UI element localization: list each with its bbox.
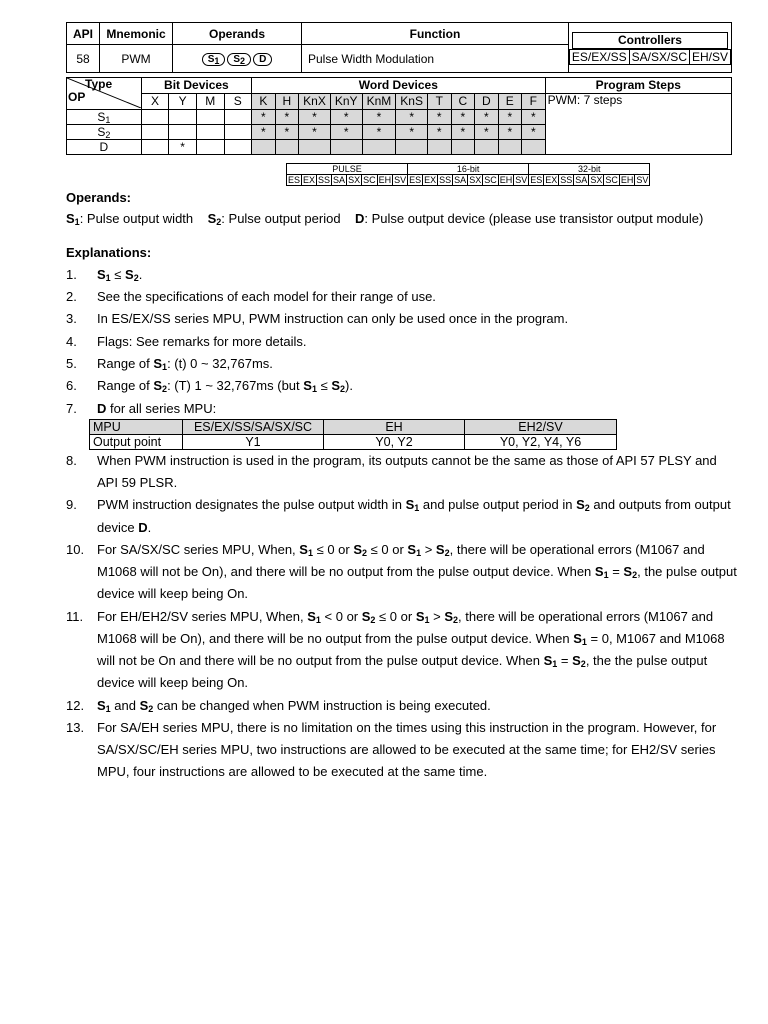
mpu-output-eh: Y0, Y2 (324, 435, 465, 450)
item-3: In ES/EX/SS series MPU, PWM instruction can only be used once in the program. (97, 311, 569, 326)
col-e: E (498, 94, 522, 110)
word-cell (396, 140, 428, 155)
operands-heading: Operands: (66, 190, 132, 205)
pulse-bit-table (286, 163, 650, 186)
item-number-9: 9. (66, 497, 77, 512)
word-cell (498, 140, 522, 155)
pulse-model-cell: SC (484, 175, 497, 185)
item-number-1: 1. (66, 267, 77, 282)
col-m: M (196, 94, 224, 110)
mpu-header-eh: EH (324, 420, 465, 435)
item-8-line-2: API 59 PLSR. (97, 475, 178, 490)
col-x: X (141, 94, 169, 110)
type-label: Type (85, 77, 113, 91)
bit-cell: * (169, 140, 197, 155)
word-cell: * (362, 125, 396, 140)
word-cell: * (522, 110, 546, 125)
pulse-model-cell: SV (515, 175, 528, 185)
item-13-line-2: SA/SX/SC/EH series MPU, two instructions are allowed to be executed at the same time; for EH2/SV series (97, 742, 716, 757)
item-7: D for all series MPU: (97, 401, 217, 416)
pulse-model-cell: SV (394, 175, 407, 185)
item-11-line-1: For EH/EH2/SV series MPU, When, $S_1 < 0$ or $S_2 \le 0$ or $S_1 > S_2$, there will be operational errors (M1067 and (97, 609, 714, 625)
explanations-heading: Explanations: (66, 245, 152, 260)
controllers-list (569, 49, 731, 65)
bit-cell (224, 110, 252, 125)
item-12: $S_1$ and $S_2$ can be changed when PWM instruction is being executed. (97, 698, 491, 714)
controllers-label: Controllers (572, 32, 728, 49)
pulse-model-cell: SS (439, 175, 452, 185)
pulse-model-cell: SV (636, 175, 649, 185)
word-cell (451, 140, 475, 155)
item-number-4: 4. (66, 334, 77, 349)
pulse-model-cell: SS (560, 175, 573, 185)
word-cell (522, 140, 546, 155)
item-1: $S_1 \le S_2$. (97, 267, 143, 283)
operands-description: $S_1$: Pulse output width $S_2$: Pulse output period D: Pulse output device (please use transistor output module) (66, 211, 704, 227)
mpu-header-mpu: MPU (90, 420, 183, 435)
operand-label: $S_2$ (67, 125, 142, 140)
item-8-line-1: When PWM instruction is used in the program, its outputs cannot be the same as those of API 57 PLSY and (97, 453, 717, 468)
item-2: See the specifications of each model for their range of use. (97, 289, 436, 304)
pulse-model-cell: SX (469, 175, 482, 185)
word-cell (275, 140, 299, 155)
item-4: Flags: See remarks for more details. (97, 334, 307, 349)
operand-s2-pill: $S_2$ (227, 53, 251, 66)
word-cell: * (522, 125, 546, 140)
item-number-2: 2. (66, 289, 77, 304)
pulse-model-cell: SA (454, 175, 467, 185)
pulse-model-cell: SA (333, 175, 346, 185)
pulse-model-cell: EH (499, 175, 513, 185)
word-cell (428, 140, 452, 155)
api-label: API (67, 23, 100, 45)
pulse-model-cell: ES (409, 175, 422, 185)
word-cell (330, 140, 362, 155)
col-k: K (252, 94, 276, 110)
operands-value (173, 45, 302, 73)
pulse-model-cell: EX (303, 175, 316, 185)
item-9-line-1: PWM instruction designates the pulse output width in $S_1$ and pulse output period in $S_2$ and outputs from output (97, 497, 731, 513)
mpu-header-eh2: EH2/SV (465, 420, 617, 435)
word-cell: * (498, 125, 522, 140)
mpu-output-eh2: Y0, Y2, Y4, Y6 (465, 435, 617, 450)
pulse-model-cell: EH (620, 175, 634, 185)
word-devices-label: Word Devices (252, 78, 545, 94)
bit-cell (224, 140, 252, 155)
op-label: OP (68, 90, 86, 104)
controller-es: ES/EX/SS (569, 50, 629, 65)
pulse-model-cell: SA (575, 175, 588, 185)
operands-label: Operands (173, 23, 302, 45)
item-number-7: 7. (66, 401, 77, 416)
api-number: 58 (67, 45, 100, 73)
mpu-row-label: Output point (90, 435, 183, 450)
bit-cell (196, 140, 224, 155)
word-cell: * (498, 110, 522, 125)
item-6: Range of $S_2$: (T) 1 ~ 32,767ms (but $S_1 \le S_2$). (97, 378, 353, 394)
col-s: S (224, 94, 252, 110)
word-cell: * (275, 125, 299, 140)
word-cell: * (396, 125, 428, 140)
bit-cell (224, 125, 252, 140)
word-cell: * (299, 110, 331, 125)
item-11-line-2: M1068 will be On), and there will be no output from the pulse output device. When $S_1 = 0$, M1067 and M1068 (97, 631, 725, 647)
col-d: D (475, 94, 499, 110)
item-number-3: 3. (66, 311, 77, 326)
col-knm: KnM (362, 94, 396, 110)
item-13-line-3: MPU, four instructions are allowed to be executed at the same time. (97, 764, 488, 779)
item-11-line-3: will not be On and there will be no output from the pulse output device. When $S_1 = S_2$, the the pulse output (97, 653, 708, 669)
word-cell: * (428, 110, 452, 125)
mnemonic-label: Mnemonic (100, 23, 173, 45)
bit-cell (169, 125, 197, 140)
pulse-model-cell: SS (318, 175, 331, 185)
item-11-line-4: device will keep being On. (97, 675, 249, 690)
col-y: Y (169, 94, 197, 110)
word-cell: * (428, 125, 452, 140)
col-kns: KnS (396, 94, 428, 110)
controller-eh: EH/SV (689, 50, 730, 65)
col-h: H (275, 94, 299, 110)
instruction-header-table (66, 22, 732, 73)
controller-sa: SA/SX/SC (629, 50, 689, 65)
mpu-output-es: Y1 (183, 435, 324, 450)
program-steps-value: PWM: 7 steps (545, 94, 731, 155)
word-cell: * (330, 110, 362, 125)
bit-cell (196, 110, 224, 125)
col-knx: KnX (299, 94, 331, 110)
word-cell: * (396, 110, 428, 125)
bit-devices-label: Bit Devices (141, 78, 251, 94)
pulse-model-cell: EH (378, 175, 392, 185)
bit-cell (141, 110, 169, 125)
operand-label: $S_1$ (67, 110, 142, 125)
type-op-cell (67, 78, 142, 110)
word-cell: * (275, 110, 299, 125)
controllers-cell (568, 23, 731, 73)
item-number-12: 12. (66, 698, 85, 713)
word-cell: * (451, 110, 475, 125)
col-c: C (451, 94, 475, 110)
item-number-5: 5. (66, 356, 77, 371)
bit-cell (169, 110, 197, 125)
pulse-model-cell: SC (605, 175, 618, 185)
pulse-group-label: 16-bit (408, 164, 529, 175)
col-f: F (522, 94, 546, 110)
word-cell: * (475, 110, 499, 125)
word-cell (252, 140, 276, 155)
pulse-model-cell: ES (530, 175, 543, 185)
function-value: Pulse Width Modulation (302, 45, 569, 73)
item-number-8: 8. (66, 453, 77, 468)
word-cell: * (475, 125, 499, 140)
item-number-6: 6. (66, 378, 77, 393)
word-cell (299, 140, 331, 155)
col-t: T (428, 94, 452, 110)
item-number-11: 11. (66, 609, 84, 624)
item-10-line-3: device will keep being On. (97, 586, 249, 601)
operand-label: D (67, 140, 142, 155)
col-kny: KnY (330, 94, 362, 110)
pulse-model-cell: EX (424, 175, 437, 185)
pulse-model-cell: EX (545, 175, 558, 185)
mpu-output-table (89, 419, 617, 450)
word-cell: * (362, 110, 396, 125)
word-cell: * (252, 110, 276, 125)
item-10-line-1: For SA/SX/SC series MPU, When, $S_1 \le 0$ or $S_2 \le 0$ or $S_1 > S_2$, there will be operational errors (M1067 and (97, 542, 705, 558)
word-cell: * (451, 125, 475, 140)
pulse-model-cell: SX (590, 175, 603, 185)
bit-cell (141, 140, 169, 155)
item-9-line-2: device D. (97, 520, 152, 535)
item-5: Range of $S_1$: (t) 0 ~ 32,767ms. (97, 356, 273, 372)
pulse-model-cell: SX (348, 175, 361, 185)
mpu-header-es: ES/EX/SS/SA/SX/SC (183, 420, 324, 435)
pulse-model-cell: SC (363, 175, 376, 185)
bit-cell (196, 125, 224, 140)
word-cell: * (252, 125, 276, 140)
function-label: Function (302, 23, 569, 45)
mnemonic-value: PWM (100, 45, 173, 73)
bit-cell (141, 125, 169, 140)
operand-s1-pill: $S_1$ (202, 53, 226, 66)
pulse-model-cell: ES (288, 175, 301, 185)
program-steps-label: Program Steps (545, 78, 731, 94)
word-cell (362, 140, 396, 155)
device-table (66, 77, 732, 155)
operand-d-pill: D (253, 53, 272, 66)
word-cell: * (330, 125, 362, 140)
item-13-line-1: For SA/EH series MPU, there is no limitation on the times using this instruction in the program. However, for (97, 720, 717, 735)
item-10-line-2: M1068 will not be On), and there will be no output from the pulse output device. When $S_1 = S_2$, the pulse output (97, 564, 737, 580)
item-number-13: 13. (66, 720, 85, 735)
word-cell: * (299, 125, 331, 140)
item-number-10: 10. (66, 542, 85, 557)
pulse-group-label: 32-bit (529, 164, 650, 175)
pulse-group-label: PULSE (287, 164, 408, 175)
word-cell (475, 140, 499, 155)
